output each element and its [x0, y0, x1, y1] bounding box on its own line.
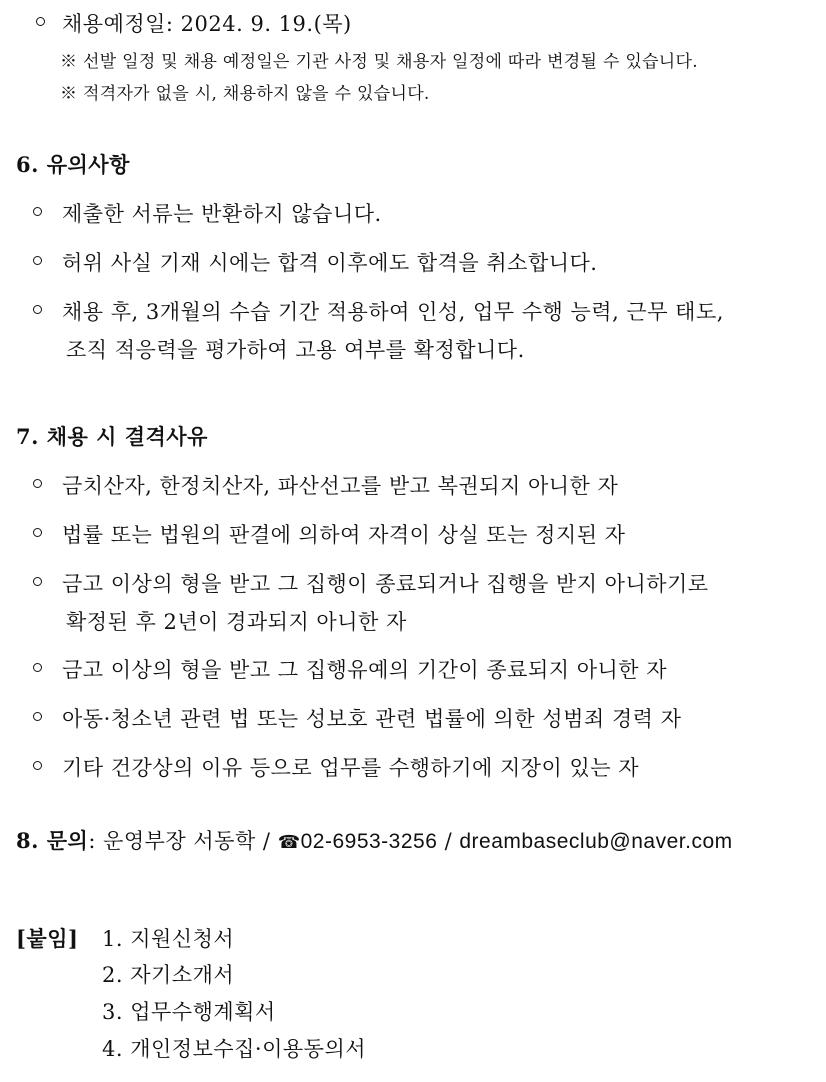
hire-date: 채용예정일: 2024. 9. 19.(목) [62, 12, 352, 36]
bullet-circle-icon [33, 712, 42, 721]
phone-number: 02-6953-3256 [300, 830, 438, 853]
attachment-item-1: 1. 지원신청서 [102, 927, 235, 951]
disqualify-item-5: 아동·청소년 관련 법 또는 성보호 관련 법률에 의한 성범죄 경력 자 [62, 707, 682, 731]
attachment-item-3: 3. 업무수행계획서 [102, 1000, 276, 1024]
bullet-circle-icon [33, 305, 42, 314]
disqualify-item-4: 금고 이상의 형을 받고 그 집행유예의 기간이 종료되지 아니한 자 [62, 658, 668, 682]
disqualify-item-1: 금치산자, 한정치산자, 파산선고를 받고 복권되지 아니한 자 [62, 474, 619, 498]
schedule-note-1: ※ 선발 일정 및 채용 예정일은 기관 사정 및 채용자 일정에 따라 변경될 수 있습니다. [60, 52, 698, 72]
disqualify-item-2: 법률 또는 법원의 판결에 의하여 자격이 상실 또는 정지된 자 [62, 523, 626, 547]
disqualify-item-3-cont: 확정된 후 2년이 경과되지 아니한 자 [66, 610, 407, 634]
attachments-label: [붙임] [16, 926, 79, 951]
notice-item-1: 제출한 서류는 반환하지 않습니다. [62, 202, 382, 226]
disqualify-item-6: 기타 건강상의 이유 등으로 업무를 수행하기에 지장이 있는 자 [62, 756, 640, 780]
bullet-circle-icon [33, 207, 42, 216]
telephone-icon: ☎ [277, 832, 301, 853]
disqualify-item-3: 금고 이상의 형을 받고 그 집행이 종료되거나 집행을 받지 아니하기로 [62, 572, 709, 596]
contact-line [16, 825, 733, 855]
schedule-note-2: ※ 적격자가 없을 시, 채용하지 않을 수 있습니다. [60, 84, 430, 104]
bullet-circle-icon [33, 256, 42, 265]
bullet-circle-icon [33, 663, 42, 672]
notice-item-3-cont: 조직 적응력을 평가하여 고용 여부를 확정합니다. [66, 338, 525, 362]
section-7-title: 7. 채용 시 결격사유 [16, 424, 208, 449]
section-6-title: 6. 유의사항 [16, 152, 130, 177]
bullet-circle-icon [33, 528, 42, 537]
attachment-item-4: 4. 개인정보수집·이용동의서 [102, 1037, 367, 1061]
bullet-circle-icon [36, 17, 45, 26]
attachment-item-2: 2. 자기소개서 [102, 963, 235, 987]
email-address: dreambaseclub@naver.com [459, 830, 733, 853]
contact-separator: / [444, 829, 453, 853]
bullet-circle-icon [33, 577, 42, 586]
notice-item-3: 채용 후, 3개월의 수습 기간 적용하여 인성, 업무 수행 능력, 근무 태도, [62, 300, 724, 324]
section-8-title: 8. 문의 [16, 828, 89, 853]
bullet-circle-icon [33, 479, 42, 488]
notice-item-2: 허위 사실 기재 시에는 합격 이후에도 합격을 취소합니다. [62, 251, 598, 275]
contact-person: : 운영부장 서동학 / [88, 829, 271, 853]
bullet-circle-icon [33, 761, 42, 770]
